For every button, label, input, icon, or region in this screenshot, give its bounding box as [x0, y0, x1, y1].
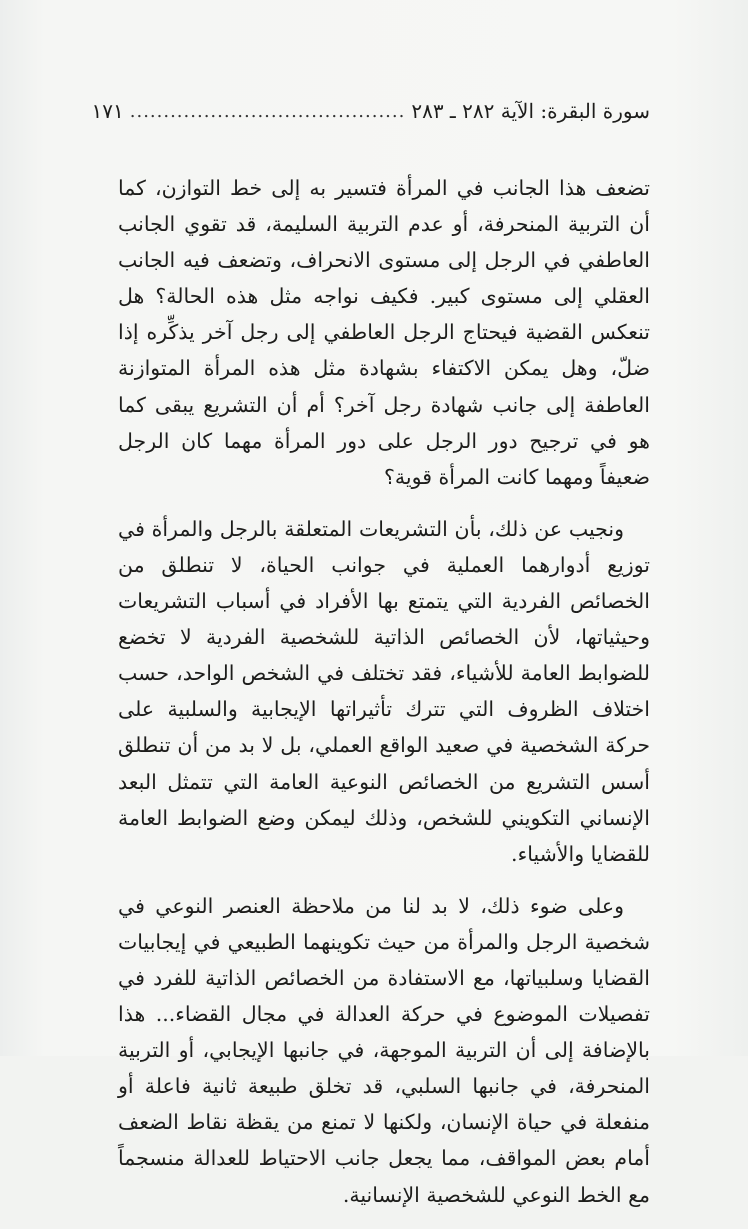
paragraph-1: تضعف هذا الجانب في المرأة فتسير به إلى خط التوازن، كما أن التربية المنحرفة، أو عدم التربية السليمة، قد تقوي الجانب العاطفي في الرجل إلى مستوى الانحراف، وتضعف فيه الجانب العقلي إلى مستوى كبير. فكيف نواجه مثل هذه الحالة؟ هل تنعكس القضية فيحتاج الرجل العاطفي إلى رجل آخر يذكِّره إذا ضلّ، وهل يمكن الاكتفاء بشهادة مثل هذه المرأة المتوازنة العاطفة إلى جانب شهادة رجل آخر؟ أم أن التشريع يبقى كما هو في ترجيح دور الرجل على دور المرأة مهما كان الرجل ضعيفاً ومهما كانت المرأة قوية؟	[118, 176, 650, 489]
header-title: سورة البقرة: الآية ٢٨٢ ـ ٢٨٣	[411, 99, 650, 123]
paragraph-3: وعلى ضوء ذلك، لا بد لنا من ملاحظة العنصر النوعي في شخصية الرجل والمرأة من حيث تكوينهما الطبيعي في إيجابيات القضايا وسلبياتها، مع الاستفادة من الخصائص الذاتية للفرد في تفصيلات الموضوع في حركة العدالة في مجال القضاء... هذا بالإضافة إلى أن التربية الموجهة، في جانبها الإيجابي، أو التربية المنحرفة، في جانبها السلبي، قد تخلق طبيعة ثانية فاعلة أو منفعلة في حياة الإنسان، ولكنها لا تمنع من يقظة نقاط الضعف أمام بعض المواقف، مما يجعل جانب الاحتياط للعدالة منسجماً مع الخط النوعي للشخصية الإنسانية.	[118, 893, 650, 1207]
running-header	[91, 91, 650, 131]
header-leader-dots: .........................................	[129, 100, 406, 122]
body-text	[118, 170, 650, 1229]
page-number: ١٧١	[91, 99, 124, 123]
paragraph-2: ونجيب عن ذلك، بأن التشريعات المتعلقة بالرجل والمرأة في توزيع أدوارهما العملية في جوانب الحياة، لا تنطلق من الخصائص الفردية التي يتمتع بها الأفراد في أسباب التشريعات وحيثياتها، لأن الخصائص الذاتية للشخصية الفردية لا تخضع للضوابط العامة للأشياء، فقد تختلف في الشخص الواحد، حسب اختلاف الظروف التي تترك تأثيراتها الإيجابية والسلبية على حركة الشخصية في صعيد الواقع العملي، بل لا بد من أن تنطلق أسس التشريع من الخصائص النوعية العامة التي تتمثل البعد الإنساني التكويني للشخص، وذلك ليمكن وضع الضوابط العامة للقضايا والأشياء.	[118, 516, 650, 866]
